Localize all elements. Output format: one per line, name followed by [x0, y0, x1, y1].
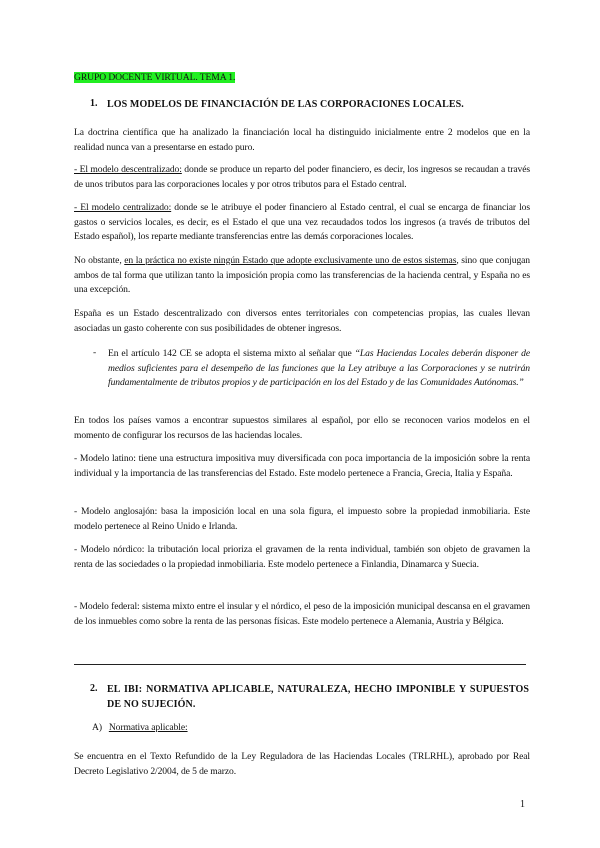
horizontal-divider	[74, 664, 526, 665]
paragraph-paises: En todos los países vamos a encontrar supuestos similares al español, por ello se reconocen varios modelos en el momento de configurar los recursos de las haciendas locales.	[74, 415, 530, 441]
centralizado-text: donde se le atribuye el poder financiero al Estado central, el cual se encarga de financiar los gastos o servicios locales, es decir, es el Estado el que una vez recaudados todos los ingresos (a través de tributos del Estado español), los reparte mediante transferencias entre las demás corporaciones locales.	[74, 202, 530, 242]
paragraph-modelo-anglosajon: - Modelo anglosajón: basa la imposición local en una sola figura, el impuesto sobre la propiedad inmobiliaria. Este modelo pertenece al Reino Unido e Irlanda.	[74, 506, 530, 532]
page-number: 1	[520, 799, 525, 810]
paragraph-modelo-latino: - Modelo latino: tiene una estructura impositiva muy diversificada con poca importancia de la imposición sobre la renta individual y la importancia de las transferencias del Estado. Este modelo pertenece a Francia, Grecia, Italia y España.	[74, 453, 530, 479]
no-obstante-underlined: en la práctica no existe ningún Estado que adopte exclusivamente uno de estos sistemas	[124, 255, 457, 266]
article-142-quote: “Las Haciendas Locales deberán disponer de medios suficientes para el desempeño de las funciones que la Ley atribuye a las Corporaciones y se nutrirán fundamentalmente de tributos propios y de participación en los del Estado y de las Comunidades Autónomas.”	[108, 348, 531, 388]
paragraph-intro: La doctrina científica que ha analizado la financiación local ha distinguido inicialmente entre 2 modelos que en la realidad nunca van a presentarse en estado puro.	[74, 127, 530, 153]
paragraph-espana: España es un Estado descentralizado con diversos entes territoriales con competencias propias, las cuales llevan asociadas un gasto coherente con sus posibilidades de obtener ingresos.	[74, 308, 530, 334]
descentralizado-label: - El modelo descentralizado:	[74, 164, 182, 175]
section-1-number: 1.	[90, 98, 98, 109]
section-2-title: EL IBI: NORMATIVA APLICABLE, NATURALEZA, HECHO IMPONIBLE Y SUPUESTOS DE NO SUJECIÓN.	[107, 684, 529, 710]
subsection-a-label: A)	[92, 722, 102, 733]
paragraph-modelo-federal: - Modelo federal: sistema mixto entre el insular y el nórdico, el peso de la imposición municipal descansa en el gravamen de los inmuebles como sobre la renta de las personas físicas. Este modelo pertenece a Alemania, Austria y Bélgica.	[74, 601, 530, 627]
paragraph-centralizado	[74, 201, 530, 245]
bullet-article-142	[108, 347, 530, 391]
section-2-number: 2.	[90, 683, 98, 694]
descentralizado-text: donde se produce un reparto del poder financiero, es decir, los ingresos se recaudan a través de unos tributos para las corporaciones locales y por otros tributos para el Estado central.	[74, 164, 530, 190]
paragraph-descentralizado	[74, 163, 530, 192]
subsection-a-title: Normativa aplicable:	[108, 722, 188, 733]
article-142-text: En el artículo 142 CE se adopta el sistema mixto al señalar que	[108, 348, 355, 359]
section-1-title: LOS MODELOS DE FINANCIACIÓN DE LAS CORPORACIONES LOCALES.	[107, 99, 464, 110]
paragraph-modelo-nordico: - Modelo nórdico: la tributación local prioriza el gravamen de la renta individual, también son objeto de gravamen la renta de las sociedades o la propiedad inmobiliaria. Este modelo pertenece a Finlandia, Dinamarca y Suecia.	[74, 544, 530, 570]
paragraph-no-obstante	[74, 254, 530, 298]
centralizado-label: - El modelo centralizado:	[74, 202, 172, 213]
no-obstante-end: , sino que conjugan ambos de tal forma que utilizan tanto la imposición propia como las transferencias de la hacienda central, y España no es una excepción.	[74, 255, 530, 295]
header-label	[74, 71, 530, 86]
subsection-a-heading	[92, 721, 292, 736]
paragraph-normativa: Se encuentra en el Texto Refundido de la Ley Reguladora de las Haciendas Locales (TRLRHL), aprobado por Real Decreto Legislativo 2/2004, de 5 de marzo.	[74, 751, 530, 777]
highlighted-group-label: GRUPO DOCENTE VIRTUAL. TEMA 1.	[74, 72, 236, 83]
no-obstante-start: No obstante,	[74, 255, 125, 266]
bullet-marker: -	[93, 347, 97, 358]
